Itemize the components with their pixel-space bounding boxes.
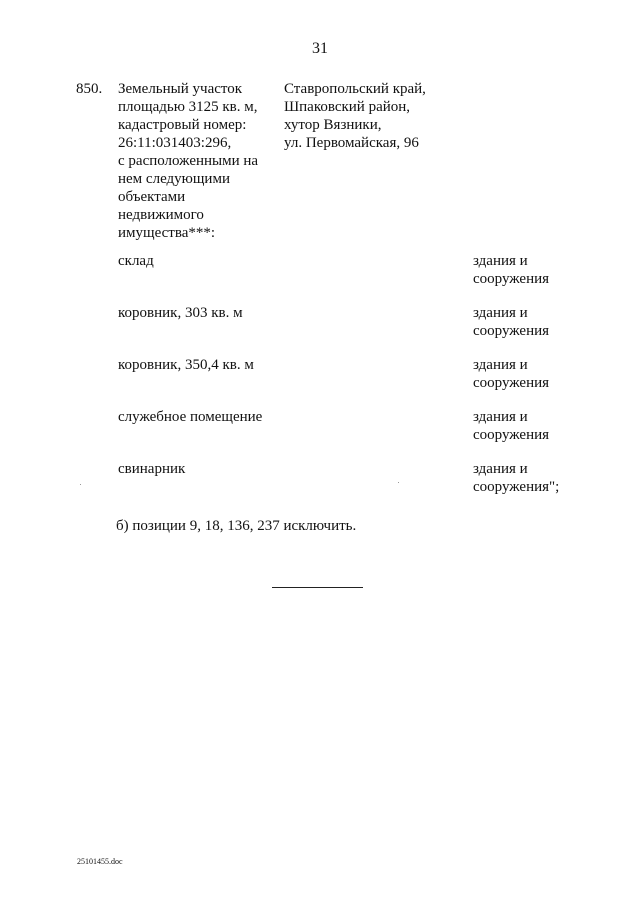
object-name: свинарник (118, 461, 186, 477)
object-type: здания и сооружения (473, 305, 550, 339)
object-type: здания и сооружения (473, 409, 550, 443)
object-name: коровник, 350,4 кв. м (118, 357, 254, 373)
object-type: здания и сооружения"; (473, 461, 560, 495)
change-note: б) позиции 9, 18, 136, 237 исключить. (116, 518, 357, 534)
page-number: 31 (312, 40, 328, 57)
scan-speck (80, 484, 81, 485)
scan-speck (398, 482, 399, 483)
object-name: коровник, 303 кв. м (118, 305, 243, 321)
object-name: склад (118, 253, 154, 269)
footer-file-name: 25101455.doc (77, 857, 123, 866)
entry-description: Земельный участок площадью 3125 кв. м, кадастровый номер: 26:11:031403:296, с расположенными на нем следующими объектами недвижимого имущества***: (118, 81, 259, 241)
entry-address: Ставропольский край, Шпаковский район, хутор Вязники, ул. Первомайская, 96 (284, 81, 426, 151)
object-type: здания и сооружения (473, 357, 550, 391)
object-type: здания и сооружения (473, 253, 550, 287)
divider-line (272, 587, 363, 588)
entry-number: 850. (76, 81, 103, 97)
object-name: служебное помещение (118, 409, 263, 425)
